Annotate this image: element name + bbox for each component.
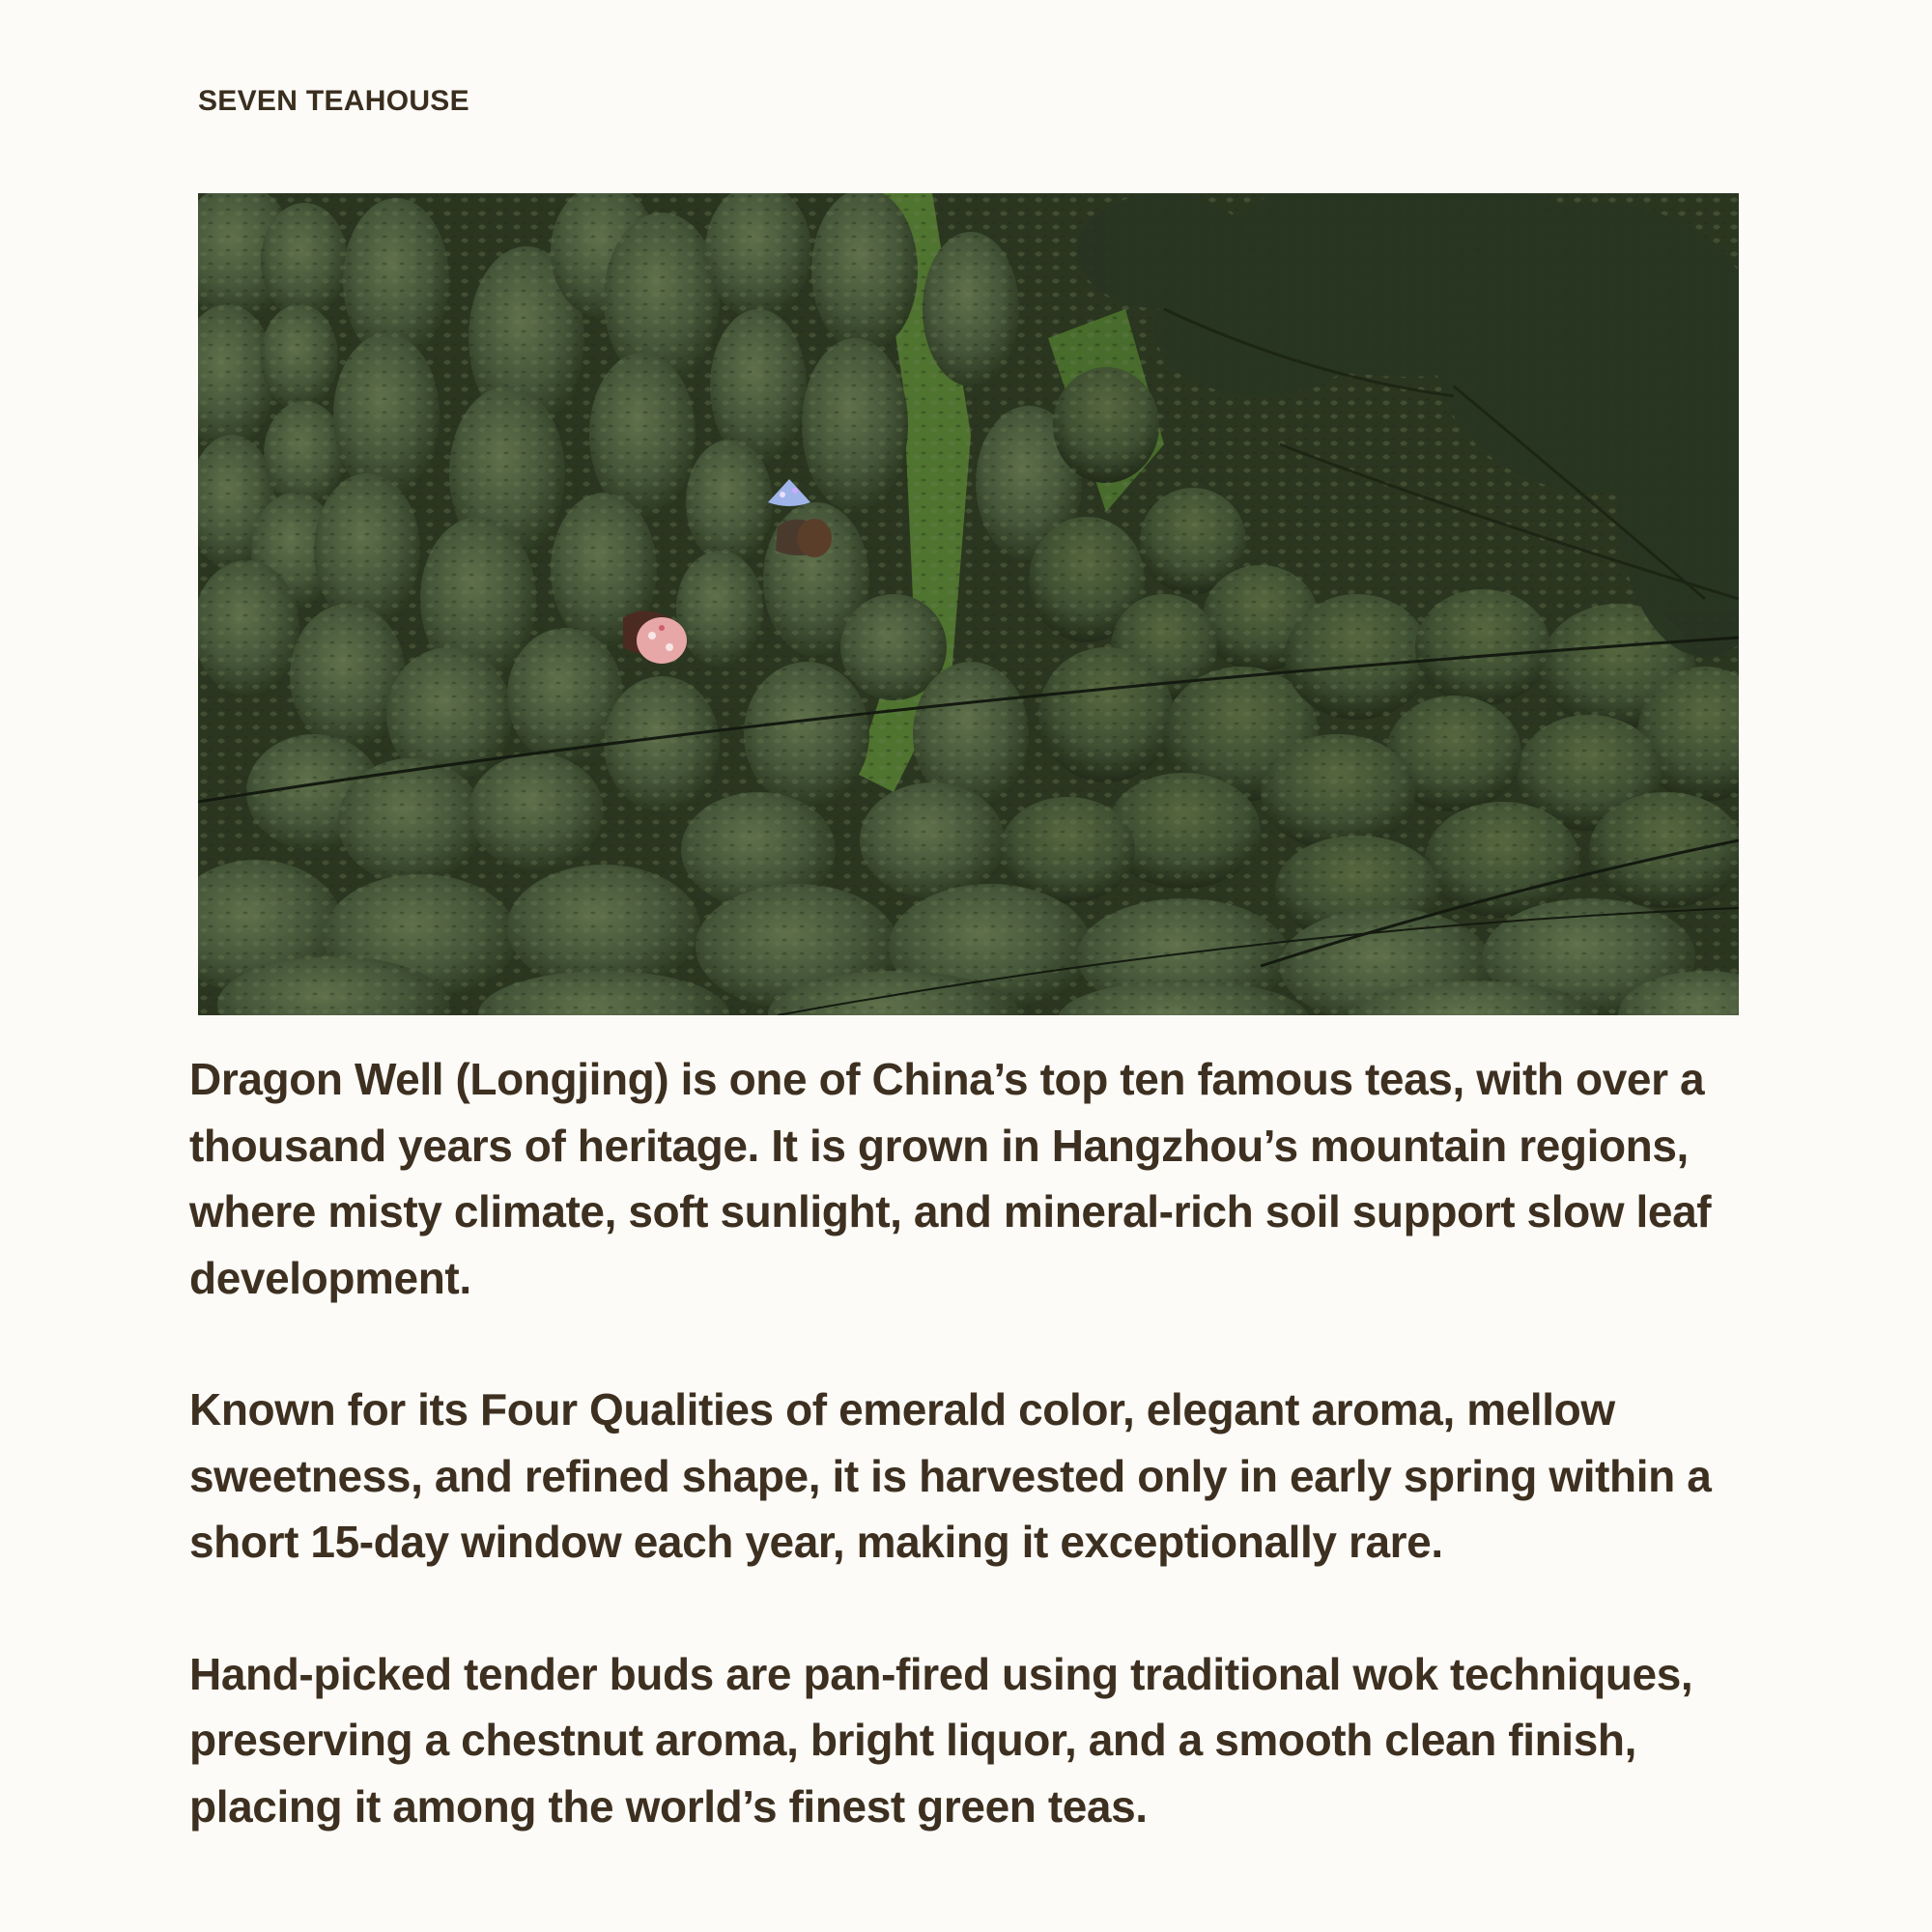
article-body [189, 1046, 1754, 1905]
article-paragraph-origin: Dragon Well (Longjing) is one of China’s top ten famous teas, with over a thousand years of heritage. It is grown in Hangzhou’s mountain regions, where misty climate, soft sunlight, and mineral-rich soil support slow leaf development. [189, 1054, 1712, 1303]
article-paragraph-processing: Hand-picked tender buds are pan-fired using traditional wok techniques, preserving a chestnut aroma, bright liquor, and a smooth clean finish, placing it among the world’s finest green teas. [189, 1648, 1693, 1832]
tea-plantation-photo [198, 193, 1739, 1015]
tea-plantation-illustration [198, 193, 1739, 1015]
brand-name: SEVEN TEAHOUSE [198, 85, 469, 117]
article-paragraph-qualities: Known for its Four Qualities of emerald color, elegant aroma, mellow sweetness, and refined shape, it is harvested only in early spring within a short 15-day window each year, making it exceptionally rare. [189, 1384, 1712, 1567]
